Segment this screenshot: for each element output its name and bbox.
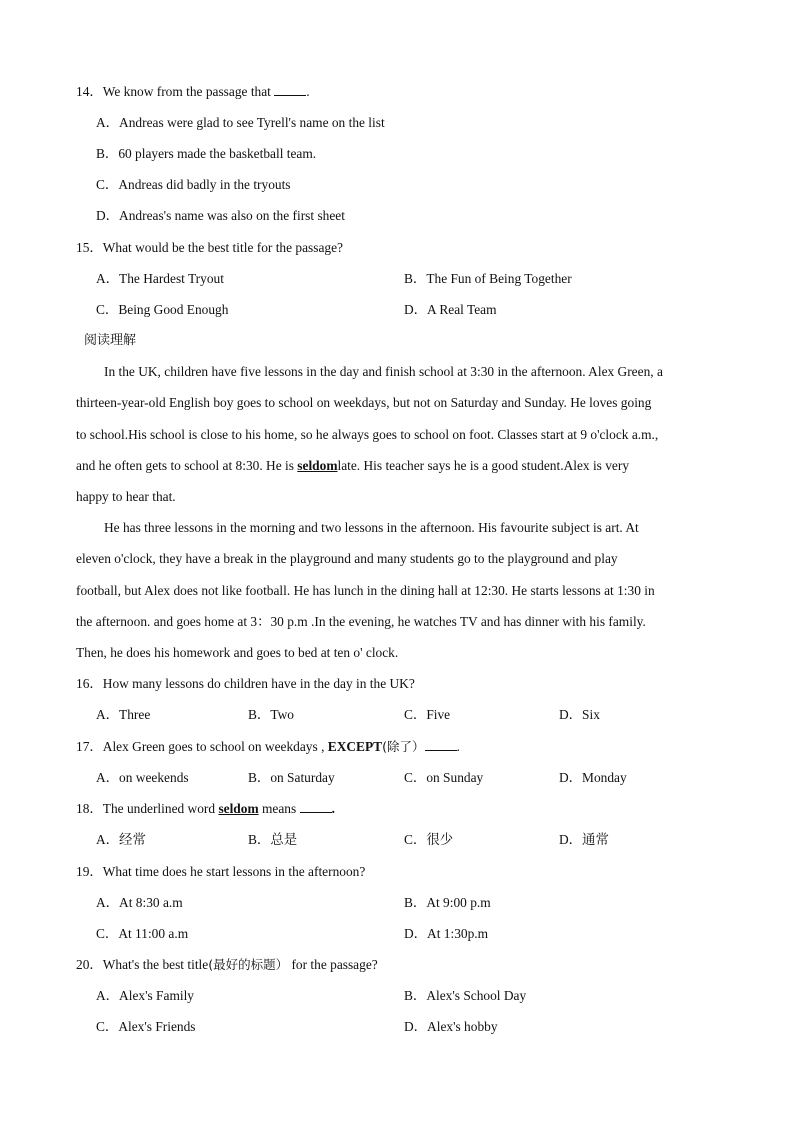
emphasis-word: EXCEPT [327,739,383,754]
question-18-option-d: D．通常 [559,832,609,847]
question-18-option-b: B．总是 [248,832,298,847]
passage-line: to school.His school is close to his home, so he always goes to school on foot. Classes start at 9 o'clock a.m., [76,427,659,442]
question-16-option-c: C．Five [404,707,451,722]
passage-line: He has three lessons in the morning and two lessons in the afternoon. His favourite subject is art. At [104,520,639,535]
question-14-option-c: C．Andreas did badly in the tryouts [96,177,291,192]
question-18: 18．The underlined word seldom means . [76,801,335,816]
question-18-option-c: C．很少 [404,832,454,847]
question-20-option-b: B．Alex's School Day [404,988,527,1003]
passage-line: the afternoon. and goes home at 3：30 p.m .In the evening, he watches TV and has dinner with his family. [76,614,646,629]
underlined-keyword: seldom [297,458,338,473]
passage-line: happy to hear that. [76,489,176,504]
question-14-option-d: D．Andreas's name was also on the first sheet [96,208,345,223]
passage-line: In the UK, children have five lessons in the day and finish school at 3:30 in the afternoon. Alex Green, a [104,364,663,379]
question-16-option-a: A．Three [96,707,151,722]
question-20-option-d: D．Alex's hobby [404,1019,498,1034]
passage-line: and he often gets to school at 8:30. He is seldomlate. His teacher says he is a good student.Alex is very [76,458,630,473]
question-14: 14．We know from the passage that . [76,84,310,99]
question-14-stem: 14．We know from the passage that [76,84,271,99]
question-18-option-a: A．经常 [96,832,146,847]
question-15-option-a: A．The Hardest Tryout [96,271,224,286]
question-15-option-d: D．A Real Team [404,302,497,317]
question-19-option-b: B．At 9:00 p.m [404,895,491,910]
question-19-option-d: D．At 1:30p.m [404,926,489,941]
question-17-option-d: D．Monday [559,770,627,785]
passage-line: Then, he does his homework and goes to bed at ten o' clock. [76,645,399,660]
underlined-keyword: seldom [218,801,259,816]
question-15-option-c: C．Being Good Enough [96,302,229,317]
question-17-option-a: A．on weekends [96,770,189,785]
passage-line: football, but Alex does not like football. He has lunch in the dining hall at 12:30. He starts lessons at 1:30 in [76,583,655,598]
answer-blank [300,800,332,813]
section-title: 阅读理解 [84,333,137,348]
passage-line: eleven o'clock, they have a break in the playground and many students go to the playground and play [76,551,618,566]
question-20-option-a: A．Alex's Family [96,988,195,1003]
question-16-option-d: D．Six [559,707,600,722]
answer-blank [425,738,457,751]
question-17-option-c: C．on Sunday [404,770,484,785]
question-14-option-b: B．60 players made the basketball team. [96,146,317,161]
question-16-stem: 16．How many lessons do children have in the day in the UK? [76,676,415,691]
question-19-stem: 19．What time does he start lessons in the afternoon? [76,864,366,879]
question-17: 17．Alex Green goes to school on weekdays , EXCEPT(除了） . [76,739,460,754]
question-19-option-a: A．At 8:30 a.m [96,895,183,910]
question-16-option-b: B．Two [248,707,294,722]
question-19-option-c: C．At 11:00 a.m [96,926,189,941]
passage-line: thirteen-year-old English boy goes to school on weekdays, but not on Saturday and Sunday. He loves going [76,395,652,410]
question-15-stem: 15．What would be the best title for the passage? [76,240,343,255]
question-14-option-a: A．Andreas were glad to see Tyrell's name on the list [96,115,385,130]
question-15-option-b: B．The Fun of Being Together [404,271,572,286]
question-20: 20．What's the best title(最好的标题） for the passage? [76,957,378,972]
answer-blank [274,83,306,96]
question-17-option-b: B．on Saturday [248,770,335,785]
question-20-option-c: C．Alex's Friends [96,1019,196,1034]
